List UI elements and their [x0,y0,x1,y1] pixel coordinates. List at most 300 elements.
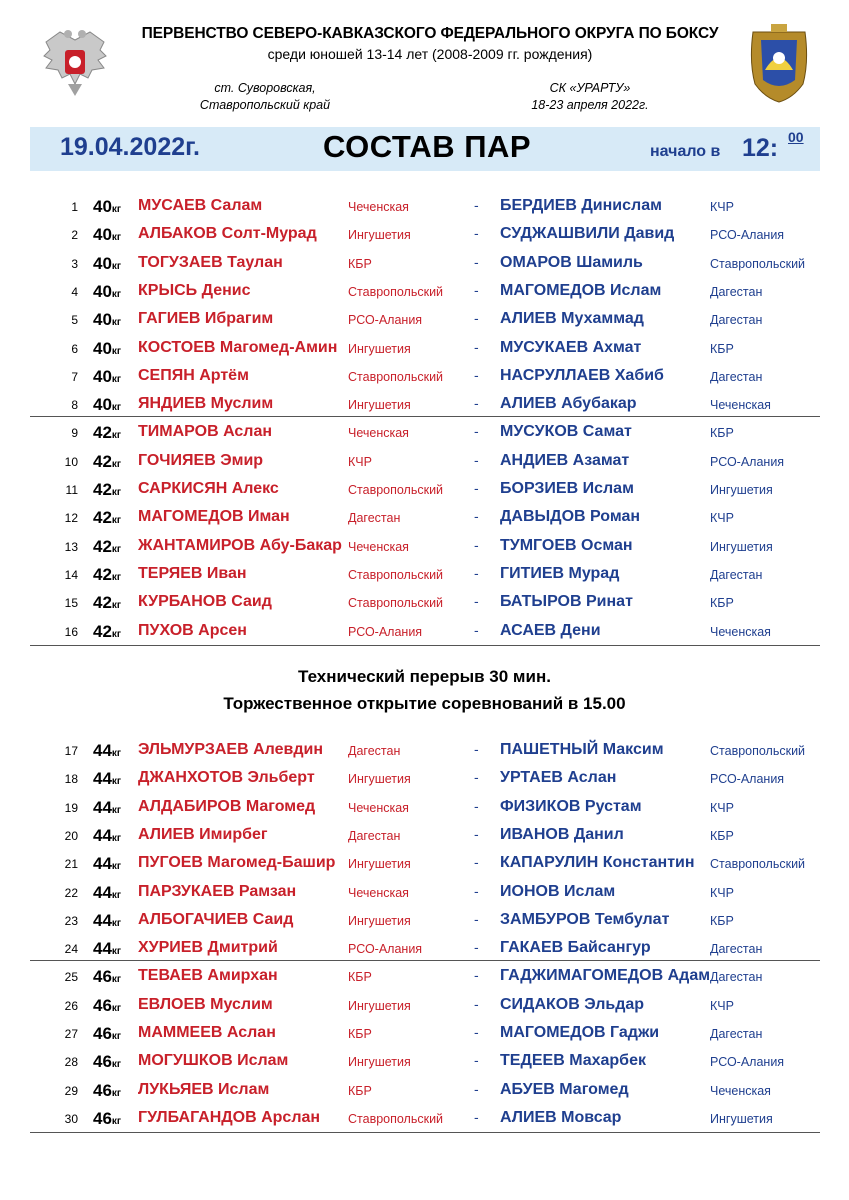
blue-corner-boxer: ТЕДЕЕВ Махарбек [500,1052,646,1070]
bout-number: 28 [64,1055,78,1070]
weight-class [93,1024,121,1044]
weight-unit: кг [111,1087,122,1099]
red-corner-region: РСО-Алания [348,942,423,957]
red-corner-region: Ставропольский [348,369,444,384]
bout-row [0,821,849,849]
red-corner-boxer: ЭЛЬМУРЗАЕВ Алевдин [138,741,323,758]
red-corner-region: Ингушетия [348,1055,411,1070]
red-corner-region: КБР [348,970,372,985]
red-corner-boxer: ДЖАНХОТОВ Эльберт [138,769,315,787]
weight-unit: кг [111,288,122,300]
weight-value: 40 [93,366,112,386]
blue-corner-boxer: МУСУКОВ Самат [500,423,632,441]
red-corner-boxer: МАММЕЕВ Аслан [138,1024,276,1041]
vs-dash: - [474,967,479,984]
weight-unit: кг [111,373,122,385]
banner-title: СОСТАВ ПАР [323,129,532,164]
start-label: начало в [650,143,721,160]
blue-corner-boxer: БАТЫРОВ Ринат [500,593,633,611]
weight-class [93,996,121,1016]
red-corner-region: Ингушетия [348,228,411,243]
weight-class [93,197,121,217]
weight-unit: кг [111,861,122,873]
weight-unit: кг [111,600,122,612]
blue-corner-region: КБР [710,828,734,843]
bout-number: 16 [64,624,78,639]
blue-corner-boxer: НАСРУЛЛАЕВ Хабиб [500,366,664,384]
red-corner-region: Ставропольский [348,1111,444,1126]
bout-number: 30 [64,1111,78,1126]
red-corner-boxer: ГУЛБАГАНДОВ Арслан [138,1108,321,1126]
red-corner-region: Ингушетия [348,772,411,787]
blue-corner-region: Дагестан [710,970,763,985]
blue-corner-region: КБР [710,341,734,356]
weight-class [93,967,121,987]
blue-corner-region: РСО-Алания [710,454,785,469]
red-corner-boxer: АЛДАБИРОВ Магомед [138,797,316,815]
blue-corner-boxer: ГАДЖИМАГОМЕДОВ Адам [500,967,711,985]
red-corner-boxer: МУСАЕВ Салам [138,197,263,214]
blue-corner-region: КБР [710,596,734,611]
bout-row [0,532,849,560]
red-corner-region: Дагестан [348,828,401,843]
bout-number: 13 [64,539,78,554]
blue-corner-boxer: ИОНОВ Ислам [500,882,616,900]
red-corner-region: Ставропольский [348,483,444,497]
blue-corner-boxer: СУДЖАШВИЛИ Давид [500,225,675,243]
bout-row [0,390,849,418]
blue-corner-boxer: КАПАРУЛИН Константин [500,854,695,872]
weight-class [93,452,121,472]
weight-class [93,911,121,931]
weight-value: 44 [93,882,112,902]
red-corner-boxer: АЛБОГАЧИЕВ Саид [138,910,294,928]
vs-dash: - [474,564,479,581]
bout-row [0,934,849,962]
bout-row [0,617,849,645]
bout-row [0,991,849,1019]
weight-unit: кг [111,1115,122,1127]
location-line-2: Ставропольский край [199,98,331,112]
blue-corner-region: Дагестан [710,1027,763,1041]
vs-dash: - [474,825,479,842]
weight-unit: кг [111,889,122,901]
blue-corner-region: Ставропольский [710,744,806,758]
weight-unit: кг [111,458,122,470]
weight-value: 42 [93,593,112,613]
weight-unit: кг [111,917,122,929]
bout-number: 10 [64,454,78,469]
bout-number: 8 [71,398,78,413]
bout-number: 9 [71,426,78,441]
blue-corner-boxer: МАГОМЕДОВ Ислам [500,281,662,299]
weight-class [93,282,121,302]
weight-value: 44 [93,769,112,789]
weight-unit: кг [111,1031,122,1042]
bout-number: 17 [64,744,78,758]
blue-corner-region: Ставропольский [710,256,806,271]
weight-class [93,537,121,557]
blue-corner-region: Дагестан [710,284,763,299]
weight-class [93,1081,121,1101]
event-location [190,80,340,114]
vs-dash: - [474,536,479,553]
red-corner-region: Чеченская [348,885,409,900]
vs-dash: - [474,1080,479,1097]
start-hour: 12: [742,134,779,162]
bout-number: 3 [71,256,78,271]
red-corner-boxer: АЛИЕВ Имирбег [138,825,268,843]
blue-corner-boxer: АБУЕВ Магомед [500,1080,629,1098]
bout-row [0,418,849,446]
weight-value: 46 [93,1024,112,1043]
vs-dash: - [474,1052,479,1069]
bout-row [0,1104,849,1132]
weight-unit: кг [111,946,122,958]
weight-class [93,367,121,387]
vs-dash: - [474,995,479,1012]
red-corner-region: Ингушетия [348,998,411,1013]
red-corner-boxer: ТОГУЗАЕВ Таулан [138,253,283,271]
weight-value: 42 [93,536,112,556]
weight-value: 44 [93,741,112,760]
bout-number: 1 [71,200,78,214]
red-corner-region: КБР [348,1027,372,1041]
weight-value: 46 [93,1052,112,1072]
venue-line-2: 18-23 апреля 2022г. [531,98,649,112]
weight-unit: кг [111,402,122,414]
weight-class [93,622,121,642]
bout-row [0,736,849,764]
vs-dash: - [474,769,479,786]
vs-dash: - [474,253,479,270]
blue-corner-boxer: ТУМГОЕВ Осман [500,536,633,554]
red-corner-boxer: САРКИСЯН Алекс [138,480,279,497]
weight-unit: кг [111,345,122,357]
blue-corner-region: КБР [710,426,734,441]
bout-number: 19 [64,800,78,815]
vs-dash: - [474,310,479,327]
red-corner-region: Дагестан [348,511,401,526]
bout-number: 7 [71,369,78,384]
weight-value: 46 [93,1080,112,1100]
red-corner-boxer: ТЕВАЕВ Амирхан [138,967,278,985]
red-corner-region: Ингушетия [348,857,411,872]
weight-value: 40 [93,197,112,216]
blue-corner-region: Дагестан [710,369,763,384]
weight-class [93,1109,121,1129]
weight-value: 44 [93,939,112,959]
bout-number: 2 [71,228,78,243]
blue-corner-boxer: МАГОМЕДОВ Гаджи [500,1024,660,1041]
weight-unit: кг [111,543,122,555]
championship-title: ПЕРВЕНСТВО СЕВЕРО-КАВКАЗСКОГО ФЕДЕРАЛЬНОГО ОКРУГА ПО БОКСУ [141,25,719,42]
weight-unit: кг [111,748,122,759]
red-corner-region: КБР [348,256,372,271]
red-corner-boxer: КУРБАНОВ Саид [138,593,272,611]
bout-number: 5 [71,313,78,328]
weight-value: 44 [93,910,112,930]
bout-number: 6 [71,341,78,356]
red-corner-region: Ставропольский [348,596,444,611]
red-corner-region: РСО-Алания [348,624,423,639]
red-corner-boxer: ПУХОВ Арсен [138,621,247,639]
weight-value: 44 [93,854,112,874]
weight-unit: кг [111,1002,122,1014]
bout-row [0,793,849,821]
vs-dash: - [474,593,479,610]
technical-break-notice: Технический перерыв 30 мин. [298,667,551,686]
bout-row [0,475,849,503]
bout-row [0,220,849,248]
blue-corner-boxer: АЛИЕВ Мухаммад [500,310,644,328]
blue-corner-boxer: УРТАЕВ Аслан [500,769,617,787]
weight-unit: кг [111,515,122,527]
bout-row [0,362,849,390]
weight-value: 40 [93,225,112,245]
bout-number: 18 [64,772,78,787]
red-corner-region: Чеченская [348,200,409,214]
vs-dash: - [474,939,479,956]
blue-corner-region: Дагестан [710,313,763,328]
weight-class [93,508,121,528]
weight-class [93,854,121,874]
section-separator [30,1132,820,1133]
red-corner-boxer: ЕВЛОЕВ Муслим [138,995,273,1013]
weight-class [93,480,121,500]
blue-corner-boxer: ОМАРОВ Шамиль [500,253,643,271]
weight-separator [30,416,820,417]
weight-class [93,798,121,818]
blue-corner-boxer: АЛИЕВ Мовсар [500,1108,622,1126]
weight-class [93,769,121,789]
bout-row [0,277,849,305]
red-corner-region: Ставропольский [348,567,444,582]
vs-dash: - [474,225,479,242]
bout-number: 25 [64,970,78,985]
weight-unit: кг [111,776,122,788]
bout-row [0,962,849,990]
red-corner-boxer: АЛБАКОВ Солт-Мурад [138,225,317,243]
weight-value: 42 [93,451,112,471]
vs-dash: - [474,480,479,496]
blue-corner-boxer: АСАЕВ Дени [500,621,601,639]
red-corner-region: Ингушетия [348,913,411,928]
bout-number: 15 [64,596,78,611]
opening-ceremony-notice: Торжественное открытие соревнований в 15.00 [223,694,626,713]
weight-class [93,339,121,359]
blue-corner-boxer: ФИЗИКОВ Рустам [500,797,642,815]
bout-row [0,588,849,616]
weight-unit: кг [111,832,122,844]
weight-value: 42 [93,564,112,584]
bout-number: 21 [64,857,78,872]
weight-value: 44 [93,825,112,845]
weight-unit: кг [111,260,122,272]
weight-value: 46 [93,1108,112,1128]
weight-class [93,423,121,443]
weight-unit: кг [111,974,122,986]
bout-row [0,305,849,333]
red-corner-boxer: ПАРЗУКАЕВ Рамзан [138,882,297,900]
blue-corner-region: Ингушетия [710,483,773,497]
vs-dash: - [474,451,479,468]
weight-unit: кг [111,430,122,442]
red-corner-region: Чеченская [348,426,409,441]
weight-value: 40 [93,310,112,330]
weight-unit: кг [111,1059,122,1071]
weight-value: 40 [93,395,112,415]
weight-class [93,254,121,274]
blue-corner-boxer: БОРЗИЕВ Ислам [500,480,634,497]
weight-value: 42 [93,508,112,528]
bout-row [0,560,849,588]
bout-row [0,1019,849,1047]
red-corner-boxer: ХУРИЕВ Дмитрий [138,939,278,957]
weight-value: 40 [93,281,112,301]
vs-dash: - [474,395,479,412]
blue-corner-boxer: БЕРДИЕВ Динислам [500,197,662,214]
red-corner-region: Дагестан [348,744,401,758]
bout-number: 24 [64,942,78,957]
blue-corner-region: РСО-Алания [710,1055,785,1070]
blue-corner-region: Ингушетия [710,539,773,554]
blue-corner-boxer: АЛИЕВ Абубакар [500,395,637,413]
championship-subtitle: среди юношей 13-14 лет (2008-2009 гг. рождения) [267,46,593,62]
vs-dash: - [474,882,479,899]
blue-corner-region: РСО-Алания [710,772,785,787]
weight-class [93,1052,121,1072]
bout-number: 14 [64,567,78,582]
blue-corner-region: Дагестан [710,942,763,957]
weight-class [93,741,121,761]
weight-unit: кг [111,487,122,498]
weight-class [93,826,121,846]
event-venue [510,80,670,114]
red-corner-region: Ингушетия [348,398,411,413]
red-corner-region: Ставропольский [348,284,444,299]
weight-value: 44 [93,797,112,817]
weight-value: 40 [93,338,112,358]
bout-number: 4 [71,284,78,299]
blue-corner-boxer: МУСУКАЕВ Ахмат [500,338,642,356]
bout-number: 23 [64,913,78,928]
blue-corner-region: Чеченская [710,1083,771,1098]
blue-corner-boxer: СИДАКОВ Эльдар [500,995,645,1013]
blue-corner-region: КБР [710,913,734,928]
bout-row [0,906,849,934]
blue-corner-boxer: ЗАМБУРОВ Тембулат [500,910,670,928]
bout-number: 27 [64,1027,78,1041]
banner-date: 19.04.2022г. [60,133,200,161]
red-corner-region: Чеченская [348,539,409,554]
vs-dash: - [474,910,479,927]
bout-row [0,249,849,277]
vs-dash: - [474,741,479,757]
vs-dash: - [474,797,479,814]
blue-corner-region: Чеченская [710,624,771,639]
vs-dash: - [474,423,479,440]
blue-corner-boxer: ИВАНОВ Данил [500,825,624,843]
federation-eagle-emblem-icon [40,26,110,98]
blue-corner-region: КЧР [710,998,734,1013]
blue-corner-boxer: ГИТИЕВ Мурад [500,564,620,582]
blue-corner-region: КЧР [710,511,734,526]
weight-unit: кг [111,571,122,583]
vs-dash: - [474,1108,479,1125]
bout-number: 20 [64,828,78,843]
red-corner-boxer: МАГОМЕДОВ Иман [138,508,290,526]
weight-class [93,225,121,245]
bout-row [0,849,849,877]
bout-number: 26 [64,998,78,1013]
red-corner-region: КЧР [348,454,372,469]
blue-corner-region: КЧР [710,800,734,815]
bout-number: 12 [64,511,78,526]
vs-dash: - [474,854,479,871]
weight-value: 46 [93,967,112,987]
bout-row [0,334,849,362]
bout-row [0,764,849,792]
blue-corner-region: КЧР [710,200,734,214]
blue-corner-region: Ингушетия [710,1111,773,1126]
blue-corner-region: Дагестан [710,567,763,582]
bout-row [0,447,849,475]
blue-corner-boxer: ГАКАЕВ Байсангур [500,939,651,957]
red-corner-boxer: КОСТОЕВ Магомед-Амин [138,338,338,356]
red-corner-boxer: ГАГИЕВ Ибрагим [138,310,274,328]
weight-class [93,310,121,330]
red-corner-boxer: ТЕРЯЕВ Иван [138,564,247,582]
vs-dash: - [474,366,479,383]
weight-unit: кг [111,232,122,244]
weight-class [93,939,121,959]
weight-unit: кг [111,317,122,329]
weight-class [93,565,121,585]
start-minutes: 00 [788,129,804,145]
blue-corner-region: КЧР [710,885,734,900]
bout-row [0,1076,849,1104]
weight-unit: кг [111,204,122,215]
venue-line-1: СК «УРАРТУ» [549,81,631,95]
weight-value: 42 [93,621,112,641]
vs-dash: - [474,197,479,213]
stavropol-coat-of-arms-icon [745,22,813,104]
red-corner-region: РСО-Алания [348,313,423,328]
blue-corner-region: РСО-Алания [710,228,785,243]
bout-number: 11 [65,483,78,497]
blue-corner-region: Ставропольский [710,857,806,872]
red-corner-boxer: ЖАНТАМИРОВ Абу-Бакар [138,536,342,554]
location-line-1: ст. Суворовская, [214,81,316,95]
weight-unit: кг [111,804,122,816]
red-corner-boxer: ТИМАРОВ Аслан [138,423,273,441]
weight-value: 42 [93,480,112,499]
vs-dash: - [474,338,479,355]
weight-value: 46 [93,995,112,1015]
weight-unit: кг [111,628,122,640]
weight-class [93,395,121,415]
weight-separator [30,960,820,961]
bout-number: 29 [64,1083,78,1098]
red-corner-region: Ингушетия [348,341,411,356]
blue-corner-boxer: ДАВЫДОВ Роман [500,508,641,526]
red-corner-boxer: МОГУШКОВ Ислам [138,1052,289,1070]
vs-dash: - [474,508,479,525]
vs-dash: - [474,281,479,298]
vs-dash: - [474,621,479,638]
bout-number: 22 [64,885,78,900]
